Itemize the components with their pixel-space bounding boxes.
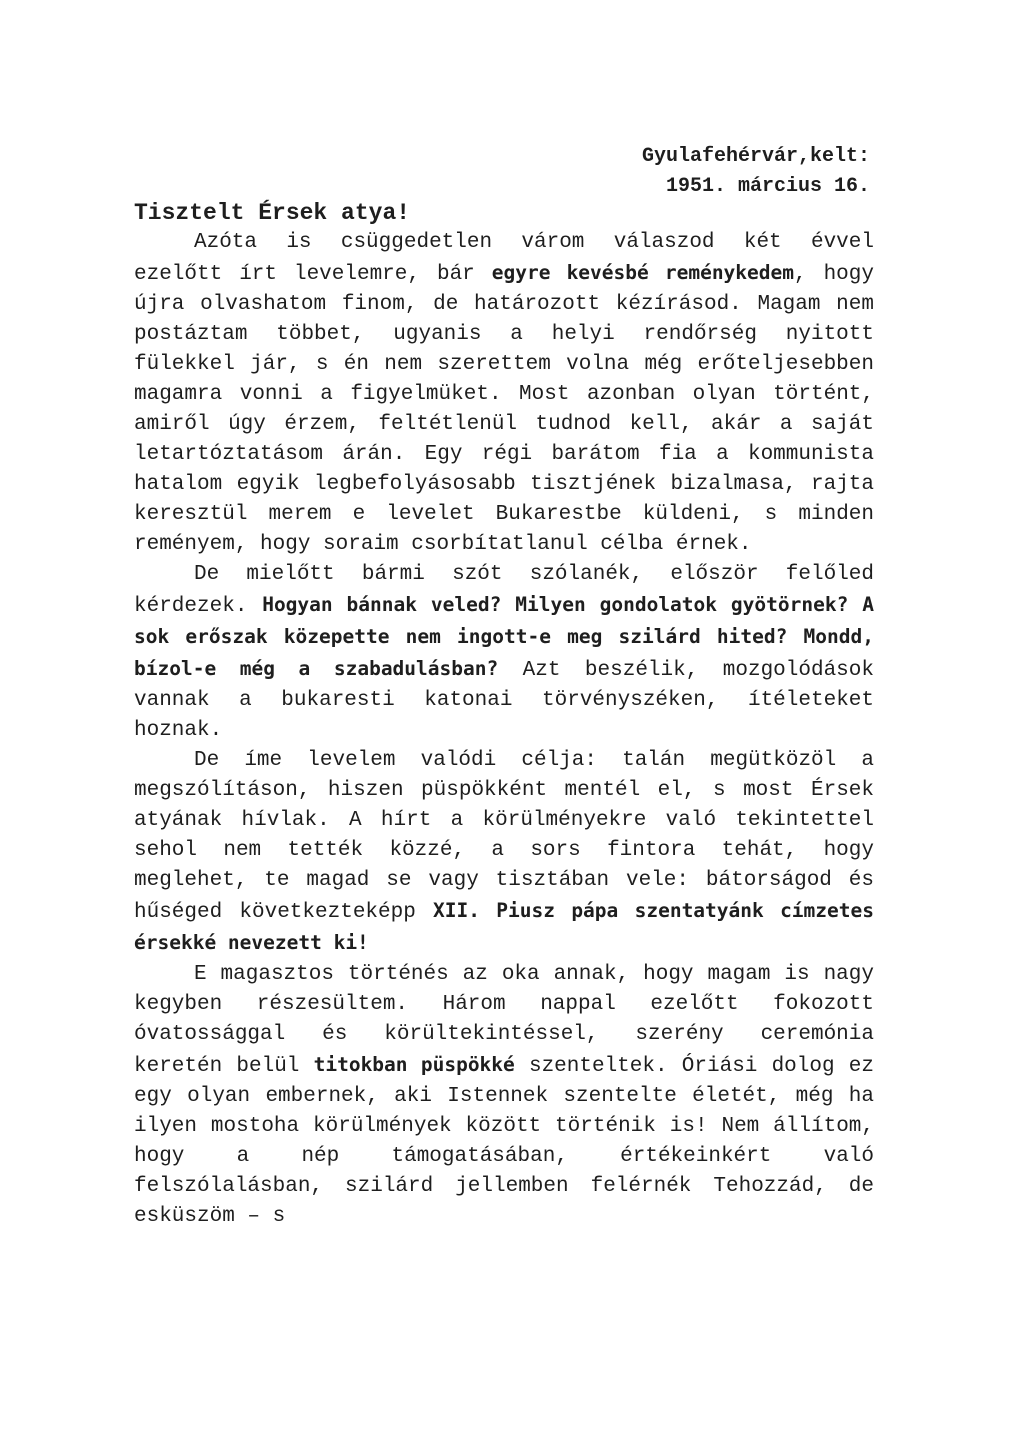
bold-text-run: titokban püspökké — [313, 1053, 515, 1076]
bold-text-run: XII. Piusz pápa szentatyánk címzetes érsekké nevezett ki! — [134, 899, 874, 954]
text-run: De íme levelem valódi célja: talán megütközöl a megszólításon, hiszen püspökként mentél el, s most Érsek atyának hívlak. A hírt a körülményekre való tekintettel sehol nem tették közzé, a sors fintora tehát, hogy meglehet, te magad se vagy tisztában vele: bátorságod és hűséged következteképp — [134, 749, 874, 924]
place-date-line-2: 1951. március 16. — [665, 175, 870, 198]
paragraph — [134, 746, 874, 960]
place-date-line-1: Gyulafehérvár,kelt: — [641, 145, 870, 168]
text-run: E magasztos történés az oka annak, hogy magam is nagy kegyben részesültem. Három nappal ezelőtt fokozott óvatossággal és körültekintéssel, szerény ceremónia keretén belül — [134, 963, 874, 1078]
salutation: Tisztelt Érsek atya! — [134, 200, 411, 226]
place-date — [134, 142, 874, 202]
text-run: De mielőtt bármi szót szólanék, először felőled kérdezek. — [134, 563, 874, 618]
letter-body — [134, 142, 874, 1232]
bold-text-run: Hogyan bánnak veled? Milyen gondolatok gyötörnek? A sok erőszak közepette nem ingott-e meg szilárd hited? Mondd, bízol-e még a szabadulásban? — [134, 593, 874, 680]
paragraph — [134, 560, 874, 746]
paragraph — [134, 228, 874, 560]
paragraph — [134, 960, 874, 1232]
bold-text-run: egyre kevésbé reménykedem — [491, 261, 794, 284]
text-run: , hogy újra olvashatom finom, de határozott kézírásod. Magam nem postáztam többet, ugyanis a helyi rendőrség nyitott fülekkel jár, s én nem szerettem volna még erőteljesebben magamra vonni a figyelmüket. Most azonban olyan történt, amiről úgy érzem, feltétlenül tudnod kell, akár a saját letartóztatásom árán. Egy régi barátom fia a kommunista hatalom egyik legbefolyásosabb tisztjének bizalmasa, rajta keresztül merem e levelet Bukarestbe küldeni, s minden reményem, hogy soraim csorbítatlanul célba érnek. — [134, 263, 874, 556]
text-run: szenteltek. Óriási dolog ez egy olyan embernek, aki Istennek szentelte életét, még ha ilyen mostoha körülmények között történik is! Nem állítom, hogy a nép támogatásában, értékeinkért való felszólalásban, szilárd jellemben felérnék Tehozzád, de esküszöm – s — [134, 1055, 874, 1228]
text-run: Azóta is csüggedetlen várom válaszod két évvel ezelőtt írt levelemre, bár — [134, 231, 874, 286]
letter-text — [134, 228, 874, 1232]
text-run: Azt beszélik, mozgolódások vannak a bukaresti katonai törvényszéken, ítéleteket hoznak. — [134, 659, 874, 742]
